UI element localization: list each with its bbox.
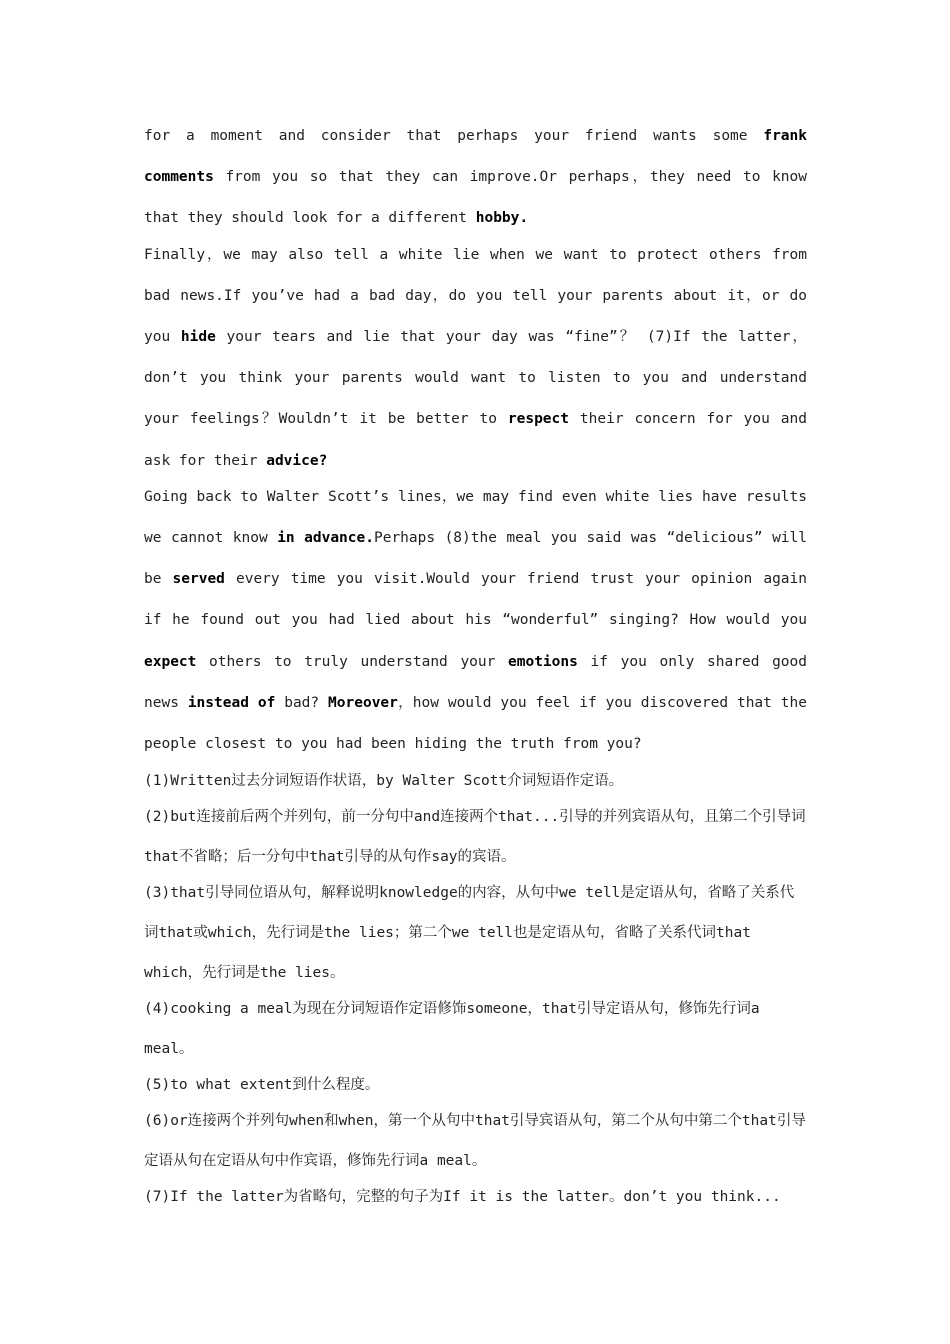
text-run: Finally，we may also tell a white lie when we want to protect others from bad news.If you’ve had a bad day，do you tell your parents about it，or do you <box>144 246 807 346</box>
bold-term: hide <box>180 329 216 346</box>
text-run: their concern for you and ask for their <box>144 411 807 469</box>
paragraph-3 <box>144 477 807 765</box>
note-5: (5)to what extent到什么程度。 <box>144 1077 380 1094</box>
bold-term: served <box>172 571 225 588</box>
paragraph-1 <box>144 116 807 240</box>
note-4: (4)cooking a meal为现在分词短语作定语修饰someone，that引导定语从句，修饰先行词a meal。 <box>144 1001 760 1058</box>
text-run: every time you visit.Would your friend trust your opinion again if he found out you had lied about his “wonderful” singing? How would you <box>144 571 807 629</box>
note-6: (6)or连接两个并列句when和when，第一个从句中that引导宾语从句，第二个从句中第二个that引导定语从句在定语从句中作宾语，修饰先行词a meal。 <box>144 1113 806 1170</box>
bold-term: Moreover <box>328 694 398 711</box>
note-7: (7)If the latter为省略句，完整的句子为If it is the latter。don’t you think... <box>144 1189 781 1206</box>
document-page <box>144 116 807 1217</box>
paragraph-2 <box>144 235 807 482</box>
bold-term: hobby. <box>475 210 529 227</box>
text-run: your tears and lie that your day was “fine”？ (7)If the latter，don’t you think your parents would want to listen to you and understand your feelings？Wouldn’t it be better to <box>144 329 808 428</box>
bold-term: instead of <box>187 694 276 711</box>
text-run: if you only shared good news <box>144 653 807 711</box>
note-2: (2)but连接前后两个并列句，前一分句中and连接两个that...引导的并列宾语从句，且第二个引导词that不省略；后一分句中that引导的从句作say的宾语。 <box>144 809 806 866</box>
note-1: (1)Written过去分词短语作状语，by Walter Scott介词短语作定语。 <box>144 773 624 790</box>
bold-term: emotions <box>508 653 578 670</box>
text-run: ，how would you feel if you discovered that the people closest to you had been hiding the truth from you? <box>144 694 807 753</box>
text-run: Perhaps (8)the meal you said was “delicious” will be <box>144 530 807 588</box>
text-run: from you so that they can improve.Or perhaps，they need to know that they should look for a different <box>144 169 807 227</box>
bold-term: in advance. <box>277 530 374 547</box>
bold-term: advice? <box>266 452 328 469</box>
text-run: Going back to Walter Scott’s lines，we may find even white lies have results we cannot know <box>144 488 807 547</box>
note-3: (3)that引导同位语从句，解释说明knowledge的内容，从句中we tell是定语从句，省略了关系代词that或which，先行词是the lies；第二个we tell也是定语从句，省略了关系代词that which，先行词是the lies。 <box>144 885 795 982</box>
text-run: for a moment and consider that perhaps your friend wants some <box>144 128 764 144</box>
bold-term: frank comments <box>144 128 807 186</box>
bold-term: expect <box>144 653 197 670</box>
text-run: others to truly understand your <box>196 653 509 670</box>
bold-term: respect <box>507 411 569 428</box>
text-run: bad? <box>275 694 329 711</box>
